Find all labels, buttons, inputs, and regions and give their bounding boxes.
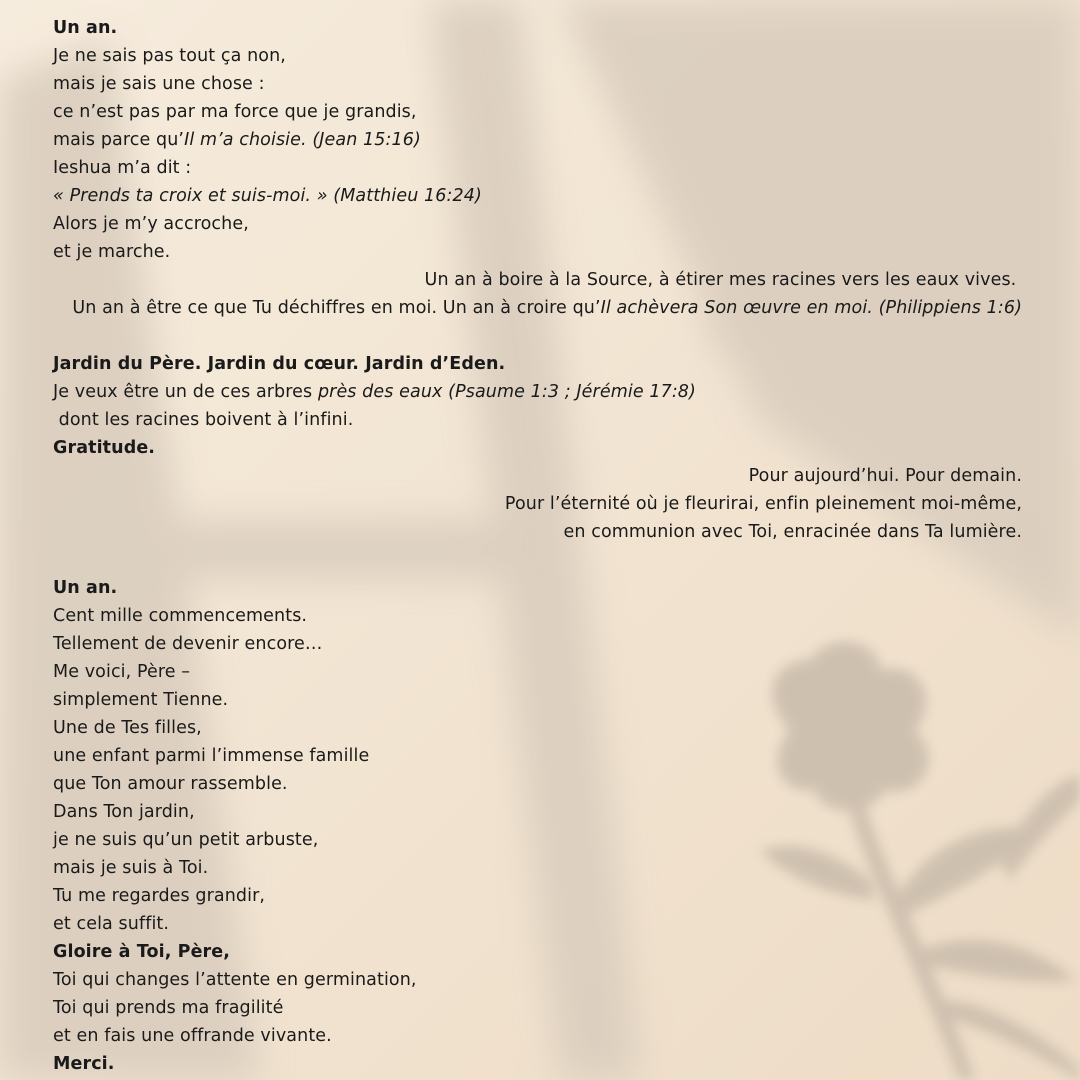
stanza3-line7: que Ton amour rassemble.	[53, 774, 288, 794]
stanza2-line2: dont les racines boivent à l’infini.	[53, 410, 354, 430]
stanza1-right-line2-text: Un an à être ce que Tu déchiffres en moi. Un an à croire qu’	[66, 298, 601, 318]
stanza1-right-line1: Un an à boire à la Source, à étirer mes racines vers les eaux vives.	[424, 270, 1022, 290]
stanza3-line12: et cela suffit.	[53, 914, 170, 934]
stanza1-line4-text: mais parce qu’	[53, 130, 185, 150]
stanza2-right-line1: Pour aujourd’hui. Pour demain.	[748, 466, 1022, 486]
stanza1-line6: « Prends ta croix et suis-moi. » (Matthieu 16:24)	[53, 186, 482, 206]
stanza1-line1: Je ne sais pas tout ça non,	[53, 46, 286, 66]
poem-text	[53, 14, 1022, 1078]
stanza3-line15: Toi qui prends ma fragilité	[53, 998, 284, 1018]
stanza-gap	[53, 322, 1022, 350]
stanza3-line14: Toi qui changes l’attente en germination,	[53, 970, 417, 990]
stanza3-line6: une enfant parmi l’immense famille	[53, 746, 370, 766]
stanza3-line13: Gloire à Toi, Père,	[53, 942, 230, 962]
stanza1-right-line2-citation: Il achèvera Son œuvre en moi. (Philippiens 1:6)	[600, 298, 1022, 318]
stanza2-right-line2: Pour l’éternité où je fleurirai, enfin pleinement moi-même,	[504, 494, 1022, 514]
stanza2-title: Jardin du Père. Jardin du cœur. Jardin d’Eden.	[53, 354, 506, 374]
stanza3-line5: Une de Tes filles,	[53, 718, 202, 738]
stanza3-line9: je ne suis qu’un petit arbuste,	[53, 830, 319, 850]
stanza1-line7: Alors je m’y accroche,	[53, 214, 249, 234]
stanza1-line8: et je marche.	[53, 242, 171, 262]
stanza2-line1-citation: près des eaux (Psaume 1:3 ; Jérémie 17:8)	[317, 382, 696, 402]
stanza3-line8: Dans Ton jardin,	[53, 802, 195, 822]
stanza3-line2: Tellement de devenir encore…	[53, 634, 323, 654]
stanza3-line3: Me voici, Père –	[53, 662, 191, 682]
stanza1-line3: ce n’est pas par ma force que je grandis,	[53, 102, 417, 122]
stanza2-line3: Gratitude.	[53, 438, 156, 458]
stanza1-right-line2	[53, 294, 1022, 322]
stanza1-title: Un an.	[53, 18, 118, 38]
stanza2-line1	[53, 378, 1022, 406]
stanza3-line1: Cent mille commencements.	[53, 606, 308, 626]
stanza-gap	[53, 546, 1022, 574]
stanza3-line10: mais je suis à Toi.	[53, 858, 209, 878]
stanza3-title: Un an.	[53, 578, 118, 598]
stanza1-line4-citation: Il m’a choisie. (Jean 15:16)	[184, 130, 421, 150]
stanza1-line4	[53, 126, 1022, 154]
stanza2-line1-text: Je veux être un de ces arbres	[53, 382, 318, 402]
stanza3-line16: et en fais une offrande vivante.	[53, 1026, 332, 1046]
stanza1-line5: Ieshua m’a dit :	[53, 158, 192, 178]
stanza3-line11: Tu me regardes grandir,	[53, 886, 266, 906]
stanza3-line4: simplement Tienne.	[53, 690, 229, 710]
stanza1-line2: mais je sais une chose :	[53, 74, 265, 94]
stanza2-right-line3: en communion avec Toi, enracinée dans Ta lumière.	[563, 522, 1022, 542]
stanza3-line17: Merci.	[53, 1054, 115, 1074]
